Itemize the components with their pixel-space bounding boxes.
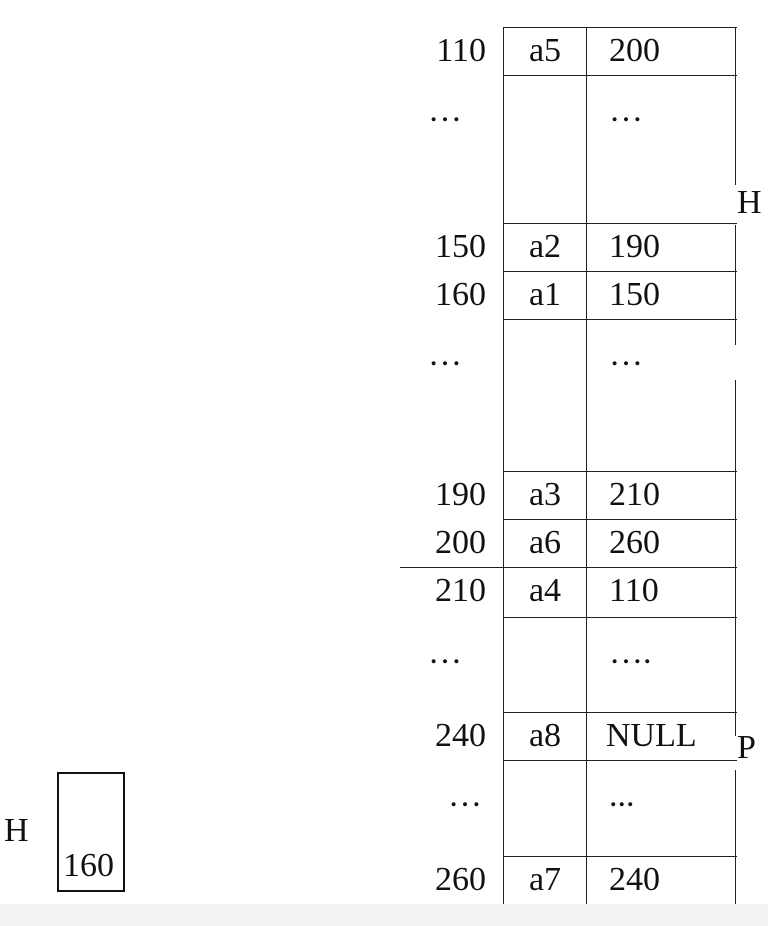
table-row-divider: [400, 567, 737, 568]
table-column-divider: [735, 27, 736, 185]
row-address: …: [448, 777, 482, 814]
head-box-value: 160: [63, 847, 114, 884]
row-address: 190: [435, 476, 486, 513]
row-data-cell: a2: [528, 228, 562, 265]
table-row-divider: [503, 856, 737, 857]
row-next-pointer-cell: ….: [609, 634, 652, 671]
row-next-pointer-cell: 150: [609, 276, 660, 313]
row-next-pointer-cell: 190: [609, 228, 660, 265]
pointer-label: P: [737, 729, 756, 766]
row-next-pointer-cell: 110: [609, 572, 659, 609]
bottom-edge: [0, 904, 768, 926]
table-row-divider: [503, 519, 737, 520]
row-address: 160: [435, 276, 486, 313]
table-column-divider: [735, 225, 736, 345]
table-column-divider: [503, 27, 504, 904]
row-next-pointer-cell: …: [609, 336, 643, 373]
row-data-cell: a7: [528, 861, 562, 898]
row-address: …: [428, 336, 462, 373]
table-row-divider: [503, 271, 737, 272]
table-row-divider: [503, 75, 737, 76]
head-box: [57, 772, 125, 892]
row-next-pointer-cell: ...: [609, 777, 635, 814]
row-address: …: [428, 634, 462, 671]
row-address: 210: [435, 572, 486, 609]
row-next-pointer-cell: …: [609, 92, 643, 129]
head-label: H: [737, 184, 762, 221]
table-row-divider: [503, 319, 737, 320]
table-row-divider: [503, 712, 737, 713]
row-next-pointer-cell: NULL: [606, 717, 697, 754]
table-row-divider: [503, 223, 737, 224]
row-data-cell: a3: [528, 476, 562, 513]
table-row-divider: [503, 617, 737, 618]
table-column-divider: [735, 380, 736, 736]
table-row-divider: [503, 27, 737, 28]
table-row-divider: [503, 760, 737, 761]
row-address: 200: [435, 524, 486, 561]
table-column-divider: [586, 27, 587, 904]
row-next-pointer-cell: 210: [609, 476, 660, 513]
row-address: …: [428, 92, 462, 129]
table-row-divider: [503, 471, 737, 472]
head-box-label: H: [4, 812, 29, 849]
row-next-pointer-cell: 200: [609, 32, 660, 69]
row-next-pointer-cell: 260: [609, 524, 660, 561]
row-address: 240: [435, 717, 486, 754]
row-address: 110: [436, 32, 486, 69]
table-column-divider: [735, 770, 736, 904]
row-address: 260: [435, 861, 486, 898]
row-address: 150: [435, 228, 486, 265]
row-data-cell: a4: [528, 572, 562, 609]
row-next-pointer-cell: 240: [609, 861, 660, 898]
row-data-cell: a6: [528, 524, 562, 561]
row-data-cell: a1: [528, 276, 562, 313]
row-data-cell: a8: [528, 717, 562, 754]
row-data-cell: a5: [528, 32, 562, 69]
